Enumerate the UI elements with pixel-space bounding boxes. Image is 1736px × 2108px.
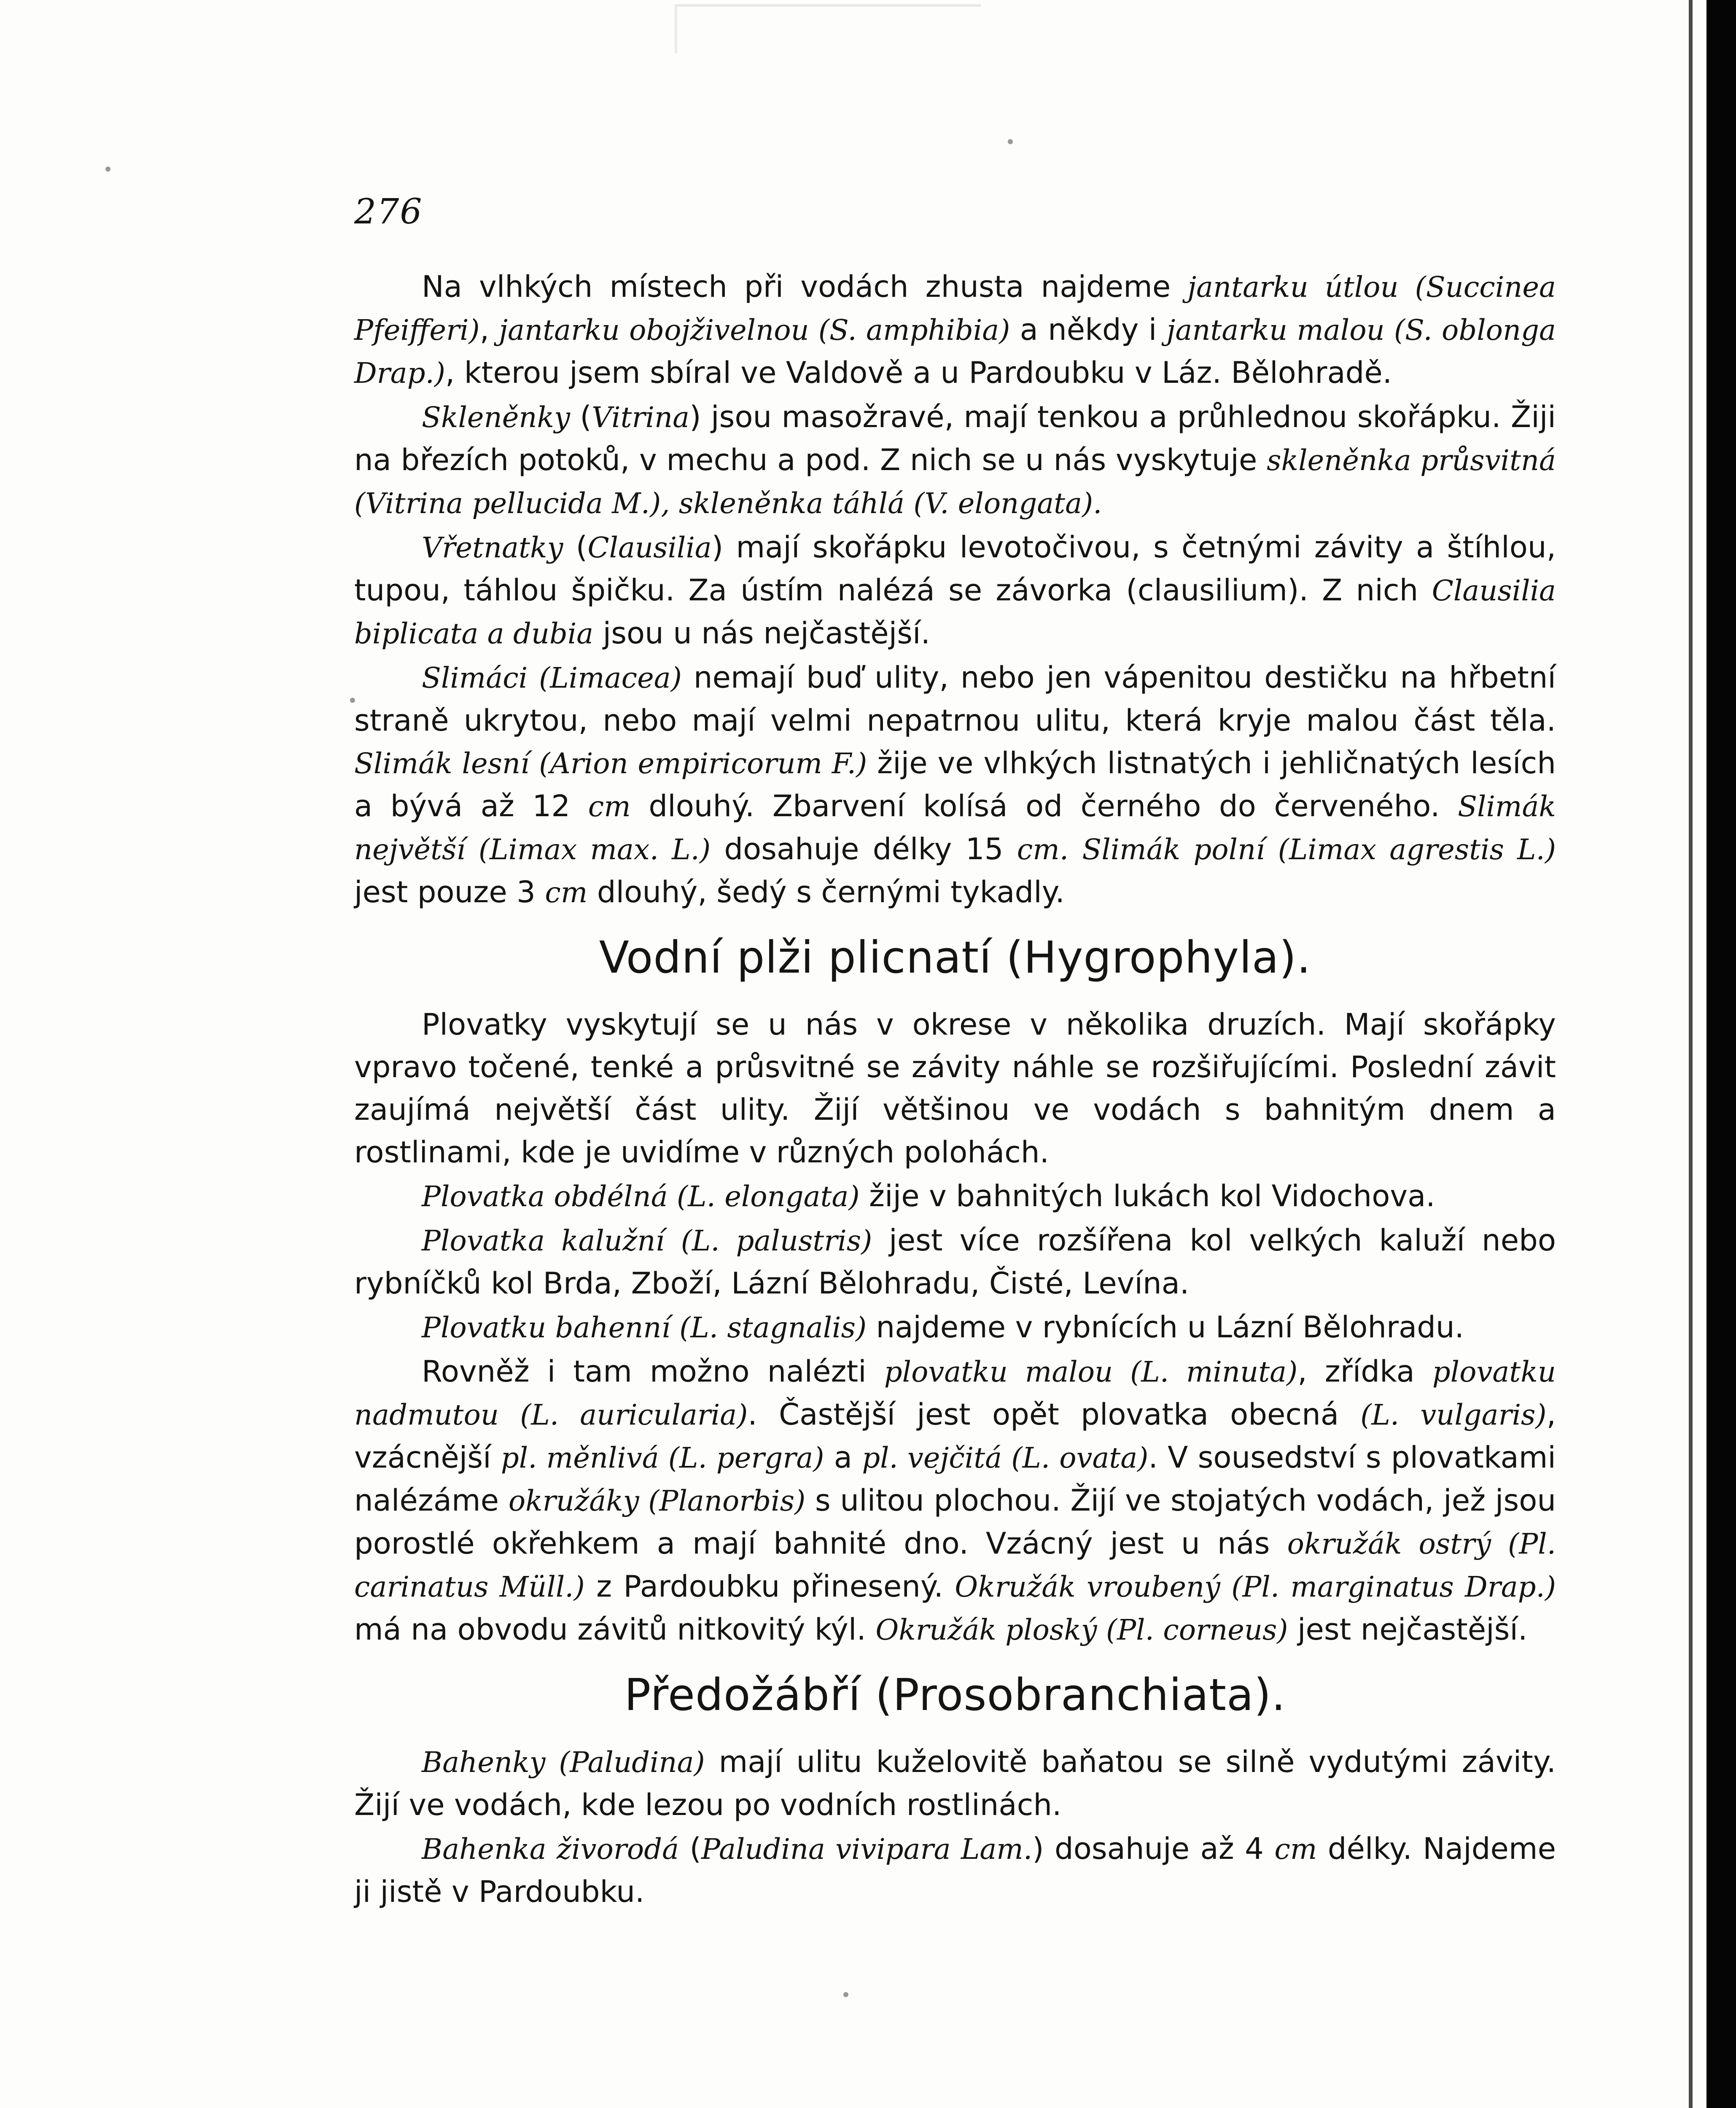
text-run: žije v bahnitých lukách kol Vidochova. xyxy=(859,1179,1435,1213)
paragraph xyxy=(354,1306,1556,1349)
text-run: jsou u nás nejčastější. xyxy=(593,616,930,651)
italic-term: Clausilia xyxy=(587,531,712,564)
italic-term: cm xyxy=(545,876,588,909)
text-run: ) dosahuje až 4 xyxy=(1032,1831,1275,1866)
italic-term: Slimák polní (Limax agrestis L.) xyxy=(1082,833,1556,866)
italic-term: Plovatku bahenní (L. stagnalis) xyxy=(422,1311,867,1344)
paragraph xyxy=(354,1741,1556,1826)
italic-term: Clausilia biplicata a dubia xyxy=(354,574,1556,650)
italic-term: Vřetnatky xyxy=(422,531,563,564)
text-run: a někdy i xyxy=(1010,312,1167,347)
text-run: ( xyxy=(679,1831,701,1866)
italic-term: Okružák vroubený (Pl. marginatus Drap.) xyxy=(955,1570,1556,1603)
text-run: , xyxy=(479,312,499,347)
italic-term: cm xyxy=(1274,1833,1317,1866)
italic-term: (L. vulgaris) xyxy=(1360,1398,1547,1431)
italic-term: Slimák lesní (Arion empiricorum F.) xyxy=(354,747,867,780)
bleed-through-mark xyxy=(675,4,981,53)
text-run: jest pouze 3 xyxy=(354,875,545,909)
text-run: délky. Najdeme ji jistě v Pardoubku. xyxy=(354,1831,1556,1909)
dust-speck xyxy=(105,167,110,172)
text-run: mají ulitu kuželovitě baňatou se silně vydutými závity. Žijí ve vodách, kde lezou po vodních rostlinách. xyxy=(354,1745,1556,1822)
text-run: dosahuje délky 15 xyxy=(711,832,1017,866)
text-run: žije ve vlhkých listnatých i jehličnatých lesích a bývá až 12 xyxy=(354,746,1556,823)
paragraph xyxy=(354,1003,1556,1174)
section-heading: Vodní plži plicnatí (Hygrophyla). xyxy=(599,932,1311,983)
section-heading: Předožábří (Prosobranchiata). xyxy=(624,1669,1286,1721)
text-run: najdeme v rybnících u Lázní Bělohradu. xyxy=(867,1310,1464,1344)
paragraph xyxy=(354,266,1556,395)
text-run: dlouhý. Zbarvení kolísá od černého do červeného. xyxy=(630,789,1458,823)
text-run: Plovatky vyskytují se u nás v okrese v několika druzích. Mají skořápky vpravo točené, tenké a průsvitné se závity náhle se rozšiřujícími. Poslední závit zaujímá největší část ulity. Žijí většinou ve vodách s bahnitým dnem a rostlinami, kde je uvidíme v různých polohách. xyxy=(354,1007,1556,1170)
italic-term: okružák ostrý (Pl. carinatus Müll.) xyxy=(354,1527,1556,1603)
scan-border xyxy=(1706,0,1736,2108)
italic-term: Okružák ploský (Pl. corneus) xyxy=(875,1613,1288,1646)
text-run: , vzácnější xyxy=(354,1397,1556,1475)
italic-term: pl. měnlivá (L. pergra) xyxy=(501,1441,824,1474)
italic-term: cm. xyxy=(1017,833,1069,866)
text-run: ) mají skořápku levotočivou, s četnými závity a štíhlou, tupou, táhlou špičku. Za ústím nalézá se závorka (clausilium). Z nich xyxy=(354,530,1556,608)
page-edge-line xyxy=(1689,0,1693,2108)
text-run: Na vlhkých místech při vodách zhusta najdeme xyxy=(422,269,1188,304)
text-run: a xyxy=(824,1440,862,1475)
italic-term: pl. vejčitá (L. ovata) xyxy=(862,1441,1149,1474)
text-run: ) jsou masožravé, mají tenkou a průhlednou skořápku. Žiji na březích potoků, v mechu a pod. Z nich se u nás vyskytuje xyxy=(354,400,1556,477)
text-run: , kterou jsem sbíral ve Valdově a u Pardoubku v Láz. Bělohradě. xyxy=(445,355,1392,390)
italic-term: Paludina vivipara Lam. xyxy=(701,1833,1033,1866)
text-run: má na obvodu závitů nitkovitý kýl. xyxy=(354,1612,876,1647)
italic-term: Skleněnky xyxy=(422,401,570,434)
italic-term: Plovatka kalužní (L. palustris) xyxy=(422,1224,872,1257)
text-run: jest více rozšířena kol velkých kaluží nebo rybníčků kol Brda, Zboží, Lázní Bělohradu, Čisté, Levína. xyxy=(354,1223,1556,1301)
italic-term: jantarku útlou (Succinea Pfeifferi) xyxy=(354,271,1556,347)
text-run: . V sousedství s plovatkami nalézáme xyxy=(354,1440,1556,1518)
paragraph xyxy=(354,1828,1556,1913)
body-text xyxy=(354,266,1556,1913)
text-run: . Častější jest opět plovatka obecná xyxy=(748,1397,1361,1432)
text-run: dlouhý, šedý s černými tykadly. xyxy=(587,875,1065,909)
paragraph xyxy=(354,1350,1556,1651)
italic-term: jantarku malou (S. oblonga Drap.) xyxy=(354,314,1556,390)
text-run: s ulitou plochou. Žijí ve stojatých vodách, jež jsou porostlé okřehkem a mají bahnité dno. Vzácný jest u nás xyxy=(354,1483,1556,1561)
italic-term: okružáky (Planorbis) xyxy=(508,1484,806,1517)
italic-term: Slimák největší (Limax max. L.) xyxy=(354,790,1556,866)
text-run xyxy=(1069,832,1082,866)
text-run: Rovněž i tam možno nalézti xyxy=(422,1354,884,1389)
italic-term: Bahenka živorodá xyxy=(422,1833,679,1866)
paragraph xyxy=(354,396,1556,525)
italic-term: Slimáci (Limacea) xyxy=(422,661,682,694)
paragraph xyxy=(354,656,1556,914)
dust-speck xyxy=(843,1992,848,1997)
text-run: , zřídka xyxy=(1297,1354,1432,1389)
text-run: z Pardoubku přinesený. xyxy=(584,1569,955,1604)
text-run: nemají buď ulity, nebo jen vápenitou destičku na hřbetní straně ukrytou, nebo mají velmi nepatrnou ulitu, která kryje malou část těla. xyxy=(354,660,1556,738)
italic-term: cm xyxy=(588,790,631,823)
italic-term: plovatku nadmutou (L. auricularia) xyxy=(354,1355,1556,1431)
italic-term: Bahenky (Paludina) xyxy=(422,1746,705,1779)
paragraph xyxy=(354,1219,1556,1305)
italic-term: Plovatka obdélná (L. elongata) xyxy=(422,1180,860,1213)
page-number: 276 xyxy=(354,192,423,232)
text-run: jest nejčastější. xyxy=(1288,1612,1528,1647)
italic-term: Vitrina xyxy=(591,401,690,434)
text-run: ( xyxy=(570,400,592,434)
dust-speck xyxy=(1008,139,1013,144)
text-run: ( xyxy=(563,530,588,565)
italic-term: jantarku obojživelnou (S. amphibia) xyxy=(499,314,1010,347)
paragraph xyxy=(354,1175,1556,1218)
italic-term: skleněnka průsvitná (Vitrina pellucida M.), skleněnka táhlá (V. elongata). xyxy=(354,444,1556,520)
paragraph xyxy=(354,526,1556,655)
italic-term: plovatku malou (L. minuta) xyxy=(884,1355,1298,1388)
